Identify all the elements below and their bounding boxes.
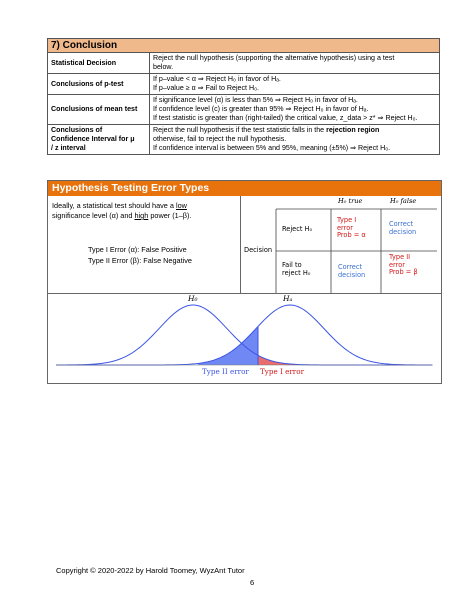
- row-line: If test statistic is greater than (right-tailed) the critical value, z_data > z* ⇒ Reject H₀.: [153, 114, 418, 122]
- copyright-footer: Copyright © 2020-2022 by Harold Toomey, WyzAnt Tutor: [56, 566, 245, 575]
- row-fail-line: Fail to: [282, 261, 302, 269]
- row-line: If confidence level (c) is greater than 95% ⇒ Reject H₀ in favor of Hₐ.: [153, 105, 369, 113]
- cell-line: Correct: [338, 263, 363, 271]
- row-content: [150, 95, 440, 125]
- cell-line: Type I: [337, 216, 357, 224]
- error-types-description: [48, 196, 241, 294]
- ideal-test-text: [52, 201, 237, 221]
- decision-label: Decision: [244, 246, 273, 254]
- error-types-title: Hypothesis Testing Error Types: [48, 181, 441, 196]
- cell-line: error: [337, 223, 353, 232]
- row-label-line: Conclusions of p-test: [51, 79, 124, 88]
- type1-error-area: [258, 355, 303, 365]
- cell-line: error: [389, 260, 405, 269]
- cell-line: decision: [338, 270, 366, 279]
- conclusion-heading: 7) Conclusion: [48, 39, 440, 53]
- cell-type2-error: [389, 254, 418, 277]
- row-fail-line: reject H₀: [282, 268, 311, 277]
- type1-error-label: Type I error: [260, 367, 305, 376]
- rejection-region-bold: rejection region: [326, 126, 380, 134]
- row-line: If p–value < α ⇒ Reject H₀ in favor of Hₐ.: [153, 75, 281, 83]
- row-label-line: Statistical Decision: [51, 58, 117, 67]
- table-row: [48, 125, 440, 155]
- ideal-text-part: power (1–β).: [148, 211, 192, 220]
- cell-type1-error: [337, 217, 366, 240]
- row-line: If p–value ≥ α ⇒ Fail to Reject H₀.: [153, 84, 259, 92]
- row-line: below.: [153, 63, 174, 71]
- col-h0-true: H₀ true: [338, 197, 363, 205]
- conclusion-table: [47, 38, 440, 155]
- row-label-line: Conclusions of mean test: [51, 105, 138, 113]
- type1-definition: Type I Error (α): False Positive: [88, 245, 187, 254]
- page-number: 6: [250, 578, 255, 587]
- ha-label: Hₐ: [283, 294, 293, 303]
- ideal-text-low: low: [175, 201, 187, 210]
- row-line: If significance level (α) is less than 5% ⇒ Reject H₀ in favor of Hₐ.: [153, 96, 358, 104]
- decision-matrix: [241, 196, 441, 294]
- cell-line: Prob = β: [389, 268, 418, 276]
- row-label-line: / z interval: [51, 144, 86, 152]
- row-line: If confidence interval is between 5% and 95%, meaning (±5%) ⇒ Reject H₀.: [153, 144, 391, 152]
- type2-definition: Type II Error (β): False Negative: [88, 256, 192, 265]
- row-line: Reject the null hypothesis (supporting the alternative hypothesis) using a test: [153, 54, 395, 62]
- cell-correct-decision-2: [338, 264, 365, 279]
- row-label: [48, 53, 150, 74]
- h0-label: H₀: [188, 294, 198, 303]
- row-label-line: Conclusions of: [51, 126, 103, 134]
- table-row: [48, 74, 440, 95]
- cell-line: Correct: [389, 220, 414, 228]
- row-line: Reject the null hypothesis if the test statistic falls in the rejection region: [153, 126, 380, 134]
- row-content: [150, 74, 440, 95]
- row-label: [48, 74, 150, 95]
- ideal-text-part: Ideally, a statistical test should have a: [52, 201, 176, 210]
- error-distribution-plot: [48, 293, 441, 383]
- cell-line: Type II: [389, 253, 411, 261]
- ideal-text-high: high: [134, 211, 149, 220]
- row-reject-h0: Reject H₀: [282, 225, 313, 233]
- error-types-box: [47, 180, 442, 384]
- col-h0-false: H₀ false: [390, 197, 417, 205]
- ideal-text-part: significance level (α) and: [52, 211, 135, 220]
- cell-line: decision: [389, 227, 417, 236]
- table-row: [48, 53, 440, 74]
- type2-error-label: Type II error: [202, 367, 249, 376]
- conclusion-header-row: [48, 39, 440, 53]
- cell-correct-decision-1: [389, 221, 416, 236]
- row-fail-reject: [282, 262, 310, 277]
- type2-error-area: [198, 326, 258, 365]
- row-content: [150, 53, 440, 74]
- row-label-line: Confidence Interval for μ: [51, 135, 135, 143]
- row-label: [48, 95, 150, 125]
- cell-line: Prob = α: [337, 231, 366, 239]
- row-content: [150, 125, 440, 155]
- row-label: [48, 125, 150, 155]
- row-line: otherwise, fail to reject the null hypothesis.: [153, 135, 287, 143]
- table-row: [48, 95, 440, 125]
